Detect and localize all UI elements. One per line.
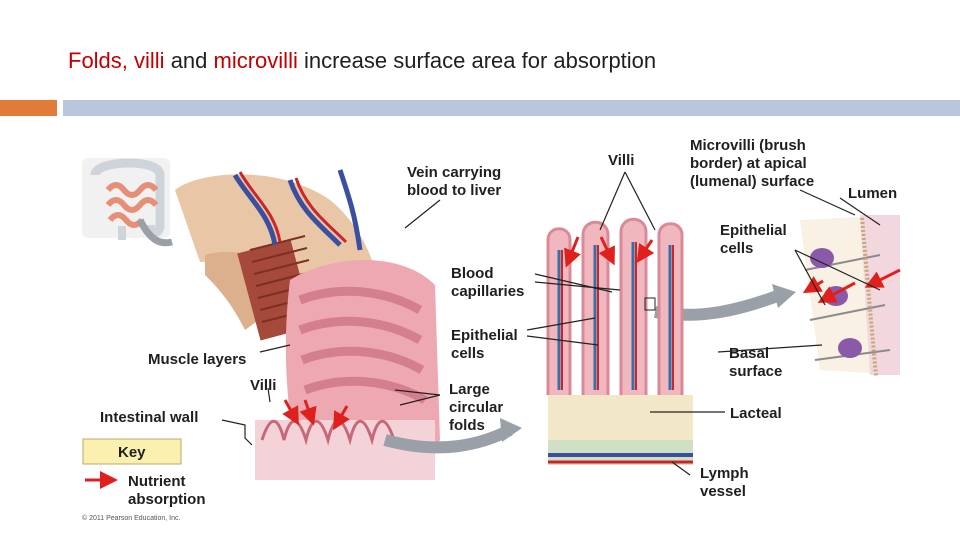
- copyright: © 2011 Pearson Education, Inc.: [82, 515, 181, 522]
- label-large-folds-2: circular: [449, 399, 504, 416]
- label-capillaries-2: capillaries: [451, 283, 525, 300]
- label-vein-1: Vein carrying: [407, 164, 502, 181]
- title-part-and: and: [164, 48, 214, 73]
- intestine-thumbnail: [82, 158, 170, 240]
- title-part-folds-villi: Folds, villi: [68, 48, 165, 73]
- label-villi-top: Villi: [608, 152, 635, 169]
- key-entry-1: Nutrient: [128, 473, 186, 490]
- label-lymph-2: vessel: [700, 483, 746, 500]
- label-lumen: Lumen: [848, 185, 898, 202]
- label-epithelial-mid-2: cells: [451, 345, 485, 362]
- zoom-arrow-right-head: [772, 284, 796, 308]
- label-epithelial-right-2: cells: [720, 240, 754, 257]
- label-microvilli-1: Microvilli (brush: [690, 137, 806, 154]
- title-part-rest: increase surface area for absorption: [297, 48, 657, 73]
- label-epithelial-right-1: Epithelial: [720, 222, 787, 239]
- label-large-folds-1: Large: [449, 381, 490, 398]
- intestine-tube: [175, 174, 440, 480]
- label-villi-left: Villi: [250, 377, 277, 394]
- label-basal-2: surface: [729, 363, 783, 380]
- label-large-folds-3: folds: [449, 417, 485, 434]
- zoom-arrow-left-head: [500, 418, 522, 442]
- epithelial-cells-closeup: [800, 215, 900, 376]
- label-lymph-1: Lymph: [700, 465, 749, 482]
- label-basal-1: Basal: [729, 345, 770, 362]
- title-part-microvilli: microvilli: [213, 48, 298, 73]
- label-lacteal: Lacteal: [730, 405, 782, 422]
- label-epithelial-mid-1: Epithelial: [451, 327, 518, 344]
- key-legend: [83, 439, 206, 508]
- label-vein-2: blood to liver: [407, 182, 502, 199]
- label-capillaries-1: Blood: [451, 265, 494, 282]
- label-microvilli-2: border) at apical: [690, 155, 807, 172]
- label-microvilli-3: (lumenal) surface: [690, 173, 815, 190]
- key-entry-2: absorption: [128, 491, 206, 508]
- label-intestinal-wall: Intestinal wall: [100, 409, 199, 426]
- label-muscle-layers: Muscle layers: [148, 351, 247, 368]
- key-title: Key: [118, 444, 146, 461]
